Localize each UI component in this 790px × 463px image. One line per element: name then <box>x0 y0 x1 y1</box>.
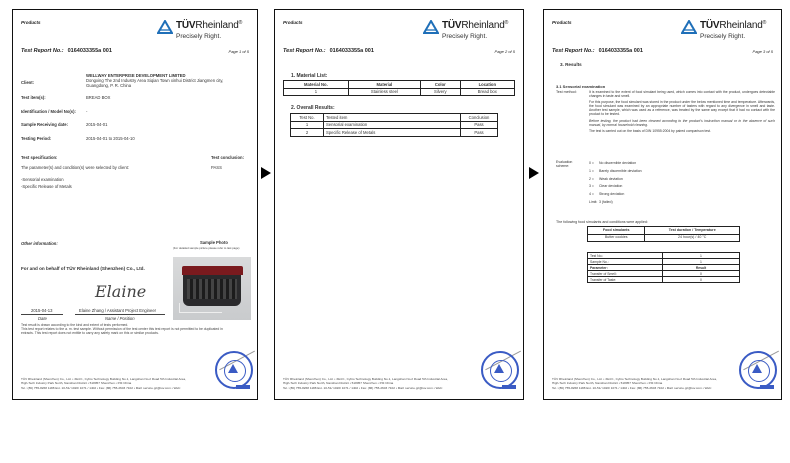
evaluation-item: 3 = Clear deviation <box>589 184 623 189</box>
disclaimer-line: extracts. This test report does not entitle to carry any safety mark on this or similar products. <box>21 331 159 335</box>
material-list-heading: 1. Material List: <box>291 73 328 79</box>
category-label: Products <box>283 20 303 25</box>
spec-item: -Specific Release of Metals <box>21 184 72 189</box>
brand-bold: TÜV <box>700 20 720 31</box>
sample-photo-note: (For detailed sample picture please refer to last page) <box>173 246 240 250</box>
report-page-3[interactable] <box>543 9 782 400</box>
next-page-arrow-icon <box>529 167 539 179</box>
signer-label: Name / Position <box>105 316 135 321</box>
page-number: Page 2 of 5 <box>494 49 515 54</box>
table-row: Transfer of Smell: 0 <box>588 271 740 277</box>
testing-period-value: 2015-04-01 to 2015-04-10 <box>86 136 135 141</box>
report-page-1[interactable] <box>12 9 258 400</box>
signer-name: Elaine Zhang / Assistant Project Engineer <box>79 308 157 313</box>
bread-box-lid <box>182 266 243 275</box>
company-stamp <box>215 351 253 389</box>
spec-item: -Sensorial examination <box>21 177 64 182</box>
results-heading: 3. Results <box>560 62 582 67</box>
tuv-logo <box>157 18 249 44</box>
category-label: Products <box>21 20 41 25</box>
test-report-number: Test Report No.: 0164033355a 001 <box>552 48 643 54</box>
test-spec-text: The parameter(s) and condition(s) were selected by client: <box>21 165 129 170</box>
test-method-label: Test method: <box>556 90 577 94</box>
signature-date: 2015-04-13 <box>31 308 53 313</box>
disclaimer-line: This test report relates to the a. m. test sample. Without permission of the test center this test report is not permitted to be duplicated in <box>21 327 223 331</box>
table-header-row: Test No. Tested item Conclusion <box>291 114 498 122</box>
brand-bold: TÜV <box>176 20 196 31</box>
tuv-triangle-icon <box>157 20 173 34</box>
table-row: Butter cookies 24 hour(s) / 40 °C <box>588 234 740 242</box>
evaluation-item: 0 = No discernible deviation <box>589 161 637 165</box>
tuv-logo <box>681 18 773 44</box>
results-table <box>290 113 498 137</box>
category-label: Products <box>552 20 572 25</box>
registered-mark: ® <box>504 20 509 26</box>
table-row: 1 Stainless steel Silvery Bread box <box>284 88 515 96</box>
table-header-row: Material No. Material Color Location <box>284 81 515 89</box>
web-link[interactable] <box>236 385 250 389</box>
page-number: Page 3 of 5 <box>752 49 773 54</box>
bread-box-grill <box>187 279 237 299</box>
page-number: Page 1 of 5 <box>228 49 249 54</box>
evaluation-scheme-list <box>589 160 642 207</box>
sample-photo-title: Sample Photo <box>200 240 228 245</box>
testing-period-label: Testing Period: <box>21 136 52 141</box>
test-spec-label: Test specification: <box>21 155 58 160</box>
brand-rest: Rheinland <box>461 20 505 31</box>
page-footer: TÜV Rheinland (Shenzhen) Co., Ltd. • 3&4 F., Cybio Technology Building No.1, Langshan No.2 Road 5th Industrial Area, High-Tech Industry Park North, Nanshan District • 518057 Shenzhen • P.R.China Tel.: (86) 755-8268 1188 Ext. 10-51/ 1020/ 1071 / 1402 • Fax: (86) 755-2603 7102 • Mail: service.gz@tuv.com • Web: <box>21 376 186 390</box>
company-stamp <box>481 351 519 389</box>
ruler <box>179 303 222 313</box>
table-row: Transfer of Taste: 0 <box>588 277 740 283</box>
receiving-date-label: Sample Receiving date: <box>21 122 69 127</box>
evaluation-item: 2 = Weak deviation <box>589 176 623 181</box>
evaluation-scheme-label: Evaluation scheme: <box>556 160 573 169</box>
disclaimer-line: Test result is drawn according to the kind and extent of tests performed. <box>21 323 129 327</box>
brand-bold: TÜV <box>442 20 462 31</box>
slogan: Precisely Right. <box>442 33 488 40</box>
registered-mark: ® <box>762 20 767 26</box>
food-simulant-table <box>587 226 740 242</box>
web-link[interactable] <box>502 385 516 389</box>
test-report-number: Test Report No.: 0164033355a 001 <box>21 48 112 54</box>
test-conclusion-value: PASS <box>211 165 222 170</box>
overall-results-heading: 2. Overall Results: <box>291 105 335 111</box>
test-method-text: It is examined to the extent of food simulant being used, which comes into contact with the product, undergoes detectable changes in taste and smell. For this purpose, the food simulant was stored in the product under the below mentioned time and temperature. Afterwards, the food simulant was examined by an appropriate number of tasters with regard to any divergence in smell and taste. Another test sample, which was used as a reference, was treated by the same way except that it had no contact with the product to be tested. Before testing, the product had been cleaned according to the product's instruction manual or in the absence of such manual, by normal household cleaning. The test is carried out on the basis of DIN 10955:2004 by paired comparison test. <box>589 90 775 133</box>
slogan: Precisely Right. <box>700 33 746 40</box>
signer-underline <box>75 314 165 315</box>
table-row: Parameter: Result <box>588 265 740 271</box>
model-label: Identification / Model No(s): <box>21 109 76 114</box>
test-conclusion-label: Test conclusion: <box>211 155 244 160</box>
table-row: 2 Specific Release of Metals Pass <box>291 129 498 137</box>
test-item-value: BREAD BOX <box>86 95 111 100</box>
table-row: Sample No.: 1 <box>588 259 740 265</box>
receiving-date-value: 2015-04-01 <box>86 122 108 127</box>
company-stamp <box>739 351 777 389</box>
other-info-label: Other information: <box>21 241 58 246</box>
registered-mark: ® <box>238 20 243 26</box>
page-footer: TÜV Rheinland (Shenzhen) Co., Ltd. • 3&4 F., Cybio Technology Building No.1, Langshan No.2 Road 5th Industrial Area, High-Tech Industry Park North, Nanshan District • 518057 Shenzhen • P.R.China Tel.: (86) 755-8268 1188 Ext. 10-51/ 1020/ 1071 / 1402 • Fax: (86) 755-2603 7102 • Mail: service.gz@tuv.com • Web: <box>552 376 717 390</box>
client-name: WELLWAY ENTERPRISE DEVELOPMENT LIMITED <box>86 73 186 78</box>
report-page-2[interactable] <box>274 9 524 400</box>
date-underline <box>21 314 63 315</box>
slogan: Precisely Right. <box>176 33 222 40</box>
model-value: - <box>86 109 88 114</box>
client-address-1: Dongxing The 2nd Industry Area Siqian Town xinhui District Jiangmen city, <box>86 78 224 83</box>
test-report-number: Test Report No.: 0164033355a 001 <box>283 48 374 54</box>
material-table <box>283 80 515 96</box>
evaluation-item: Limit: 3 (failed) <box>589 199 613 204</box>
table-row: Test No.: 1 <box>588 253 740 259</box>
client-label: Client: <box>21 80 35 85</box>
sensorial-results-table <box>587 252 740 283</box>
client-address-2: Guangdong, P. R. China <box>86 83 132 88</box>
web-link[interactable] <box>760 385 774 389</box>
evaluation-item: 4 = Strong deviation <box>589 192 625 197</box>
signature: Elaine <box>95 282 147 301</box>
conditions-intro: The following food simulants and conditions were applied: <box>556 220 648 224</box>
table-header-row: Food simulants Test duration / Temperature <box>588 227 740 235</box>
date-label: Date <box>38 316 47 321</box>
tuv-triangle-icon <box>681 20 697 34</box>
next-page-arrow-icon <box>261 167 271 179</box>
tuv-logo <box>423 18 515 44</box>
evaluation-item: 1 = Barely discernible deviation <box>589 168 642 173</box>
on-behalf-text: For and on behalf of TÜV Rheinland (Shenzhen) Co., Ltd. <box>21 266 145 271</box>
page-footer: TÜV Rheinland (Shenzhen) Co., Ltd. • 3&4 F., Cybio Technology Building No.1, Langshan No.2 Road 5th Industrial Area, High-Tech Industry Park North, Nanshan District • 518057 Shenzhen • P.R.China Tel.: (86) 755-8268 1188 Ext. 10-51/ 1020/ 1071 / 1402 • Fax: (86) 755-2603 7102 • Mail: service.gz@tuv.com • Web: <box>283 376 448 390</box>
table-row: 1 Sensorial examination Pass <box>291 121 498 129</box>
sample-photo <box>173 257 251 320</box>
brand-rest: Rheinland <box>195 20 239 31</box>
tuv-triangle-icon <box>423 20 439 34</box>
test-item-label: Test item(s): <box>21 95 46 100</box>
sensorial-heading: 3.1 Sensorial examination <box>556 84 606 89</box>
brand-rest: Rheinland <box>719 20 763 31</box>
